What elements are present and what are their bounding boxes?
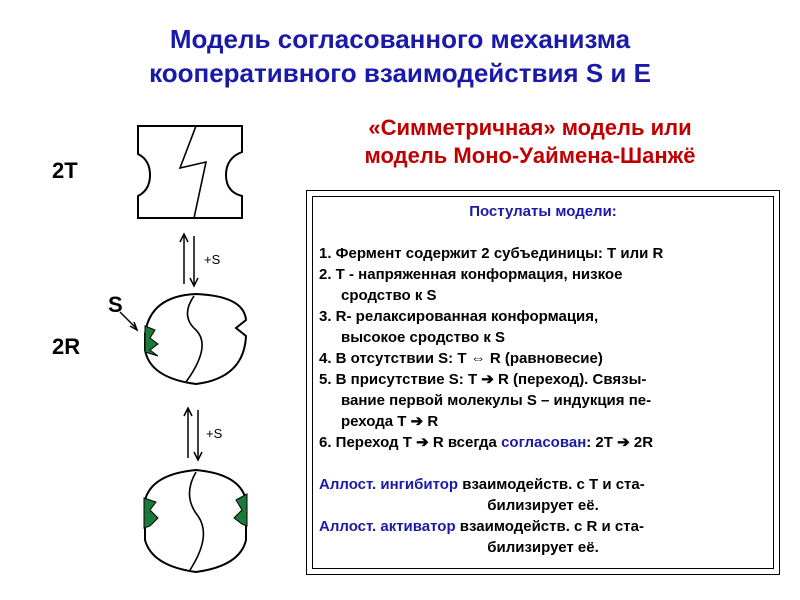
subtitle-line-2: модель Моно-Уаймена-Шанжё [364, 143, 696, 168]
model-subtitle [300, 114, 760, 170]
plus-s-label-2: +S [206, 426, 223, 441]
bidirectional-arrow-icon: ⇔ [470, 350, 486, 367]
activator-note: Аллост. активатор взаимодейств. с R и ста- билизирует её. [319, 518, 644, 556]
label-s: S [108, 292, 123, 317]
postulate-1: 1. Фермент содержит 2 субъединицы: T или R [319, 245, 664, 262]
right-arrow-icon: ➔ [481, 371, 494, 388]
subtitle-line-1: «Симметричная» модель или [368, 115, 692, 140]
postulates-inner [312, 196, 774, 569]
right-arrow-icon: ➔ [617, 434, 630, 451]
title-line-2: кооперативного взаимодействия S и E [149, 58, 651, 88]
equilibrium-arrows-2 [184, 408, 202, 460]
postulate-2: 2. T - напряженная конформация, низкое сродство к S [319, 266, 623, 304]
s-pointer-arrow [120, 312, 136, 328]
right-arrow-icon: ➔ [416, 434, 429, 451]
postulate-4: 4. В отсутствии S: T ⇔ R (равновесие) [319, 350, 603, 367]
right-arrow-icon: ➔ [410, 413, 424, 430]
label-2t: 2T [52, 158, 78, 183]
postulates-heading: Постулаты модели: [469, 203, 617, 220]
postulate-5: 5. В присутствие S: T ➔ R (переход). Связы- вание первой молекулы S – индукция пе- рехода T ➔ R [319, 371, 652, 430]
title-line-1: Модель согласованного механизма [169, 24, 631, 54]
equilibrium-arrows-1 [180, 234, 198, 286]
inhibitor-note: Аллост. ингибитор взаимодейств. с T и ста- билизирует её. [319, 476, 645, 514]
postulate-3: 3. R- релаксированная конформация, высокое сродство к S [319, 308, 599, 346]
r-state-dimer-1 [145, 294, 246, 384]
postulate-6: 6. Переход T ➔ R всегда согласован: 2T ➔ 2R [319, 434, 654, 451]
r-state-dimer-2 [145, 470, 246, 572]
plus-s-label-1: +S [204, 252, 221, 267]
enzyme-diagram [0, 0, 300, 600]
postulates-box [306, 190, 780, 575]
label-2r: 2R [52, 334, 81, 359]
